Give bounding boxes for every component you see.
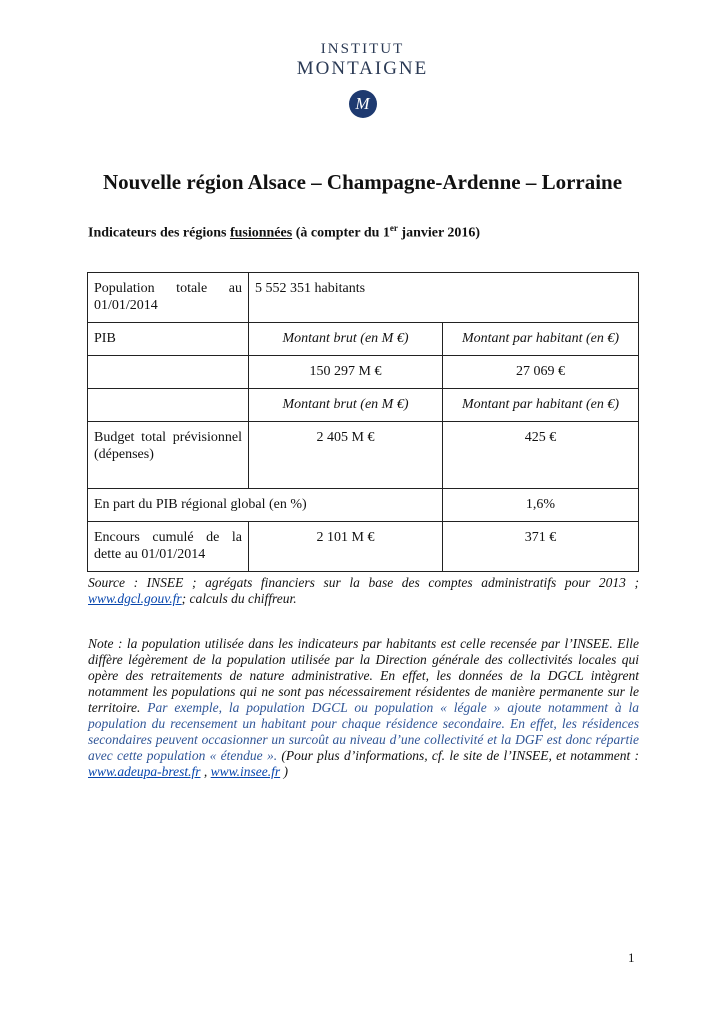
table-row	[88, 356, 639, 389]
col-header-brut-2: Montant brut (en M €)	[249, 389, 443, 422]
note-text3: )	[280, 764, 289, 779]
part-pib-value: 1,6%	[443, 489, 639, 522]
table-row	[88, 522, 639, 572]
source-text2: ; calculs du chiffreur.	[181, 591, 297, 606]
encours-label: Encours cumulé de la dette au 01/01/2014	[88, 522, 249, 572]
subtitle-part3: janvier 2016)	[397, 225, 481, 241]
encours-brut-value: 2 101 M €	[249, 522, 443, 572]
logo-line-institut: INSTITUT	[320, 41, 405, 57]
col-header-par-habitant-2: Montant par habitant (en €)	[443, 389, 639, 422]
subtitle-sup: er	[389, 223, 398, 233]
section-subtitle	[88, 218, 480, 244]
subtitle-part2: (à compter du 1	[292, 225, 390, 241]
note-blue-text: Par exemple, la population DGCL ou population « légale » ajoute notamment à la population du recensement un habitant pour chaque résidence secondaire. En effet, les résidences secondaires peuvent occasionner un surcoût au niveau d’une collectivité et la DGF est donc répartie avec cette population « étendue ».	[88, 700, 640, 763]
note-text2: (Pour plus d’informations, cf. le site de l’INSEE, et notamment :	[277, 748, 639, 763]
subtitle-part1: Indicateurs des régions	[88, 225, 230, 241]
table-row	[88, 422, 639, 489]
source-text1: Source : INSEE ; agrégats financiers sur la base des comptes administratifs pour 2013 ;	[88, 575, 639, 590]
methodology-note	[88, 636, 639, 780]
note-text1: Note : la population utilisée dans les indicateurs par habitants est celle recensée par l’INSEE. Elle diffère légèrement de la population utilisée par la Direction générale des collectivités locales qui opère des retraitements de nature administrative. En effet, les données de la DGCL intègrent notamment les populations qui ne sont pas nécessairement résidentes de manière permanente sur le territoire.	[88, 636, 639, 715]
indicators-table	[87, 272, 639, 572]
population-label: Population totale au 01/01/2014	[88, 273, 249, 323]
table-row	[88, 273, 639, 323]
institut-montaigne-logo	[0, 40, 725, 118]
dgcl-link[interactable]: www.dgcl.gouv.fr	[88, 591, 182, 606]
encours-par-habitant-value: 371 €	[443, 522, 639, 572]
empty-cell	[88, 356, 249, 389]
source-note	[88, 575, 639, 607]
col-header-brut: Montant brut (en M €)	[249, 323, 443, 356]
table-row	[88, 489, 639, 522]
part-pib-label: En part du PIB régional global (en %)	[88, 489, 443, 522]
table-row	[88, 323, 639, 356]
pib-label: PIB	[88, 323, 249, 356]
empty-cell	[88, 389, 249, 422]
page-number: 1	[628, 950, 635, 965]
budget-par-habitant-value: 425 €	[443, 422, 639, 489]
logo-line-montaigne: MONTAIGNE	[296, 58, 429, 79]
insee-link[interactable]: www.insee.fr	[210, 764, 281, 779]
population-value: 5 552 351 habitants	[249, 273, 639, 323]
col-header-par-habitant: Montant par habitant (en €)	[443, 323, 639, 356]
adeupa-link[interactable]: www.adeupa-brest.fr	[88, 764, 201, 779]
table-row	[88, 389, 639, 422]
subtitle-underlined: fusionnées	[229, 225, 293, 241]
budget-label: Budget total prévisionnel (dépenses)	[88, 422, 249, 489]
montaigne-emblem-icon: M	[349, 90, 377, 118]
pib-brut-value: 150 297 M €	[249, 356, 443, 389]
note-sep: ,	[200, 764, 211, 779]
budget-brut-value: 2 405 M €	[249, 422, 443, 489]
pib-par-habitant-value: 27 069 €	[443, 356, 639, 389]
page-title: Nouvelle région Alsace – Champagne-Ardenne – Lorraine	[102, 170, 623, 194]
